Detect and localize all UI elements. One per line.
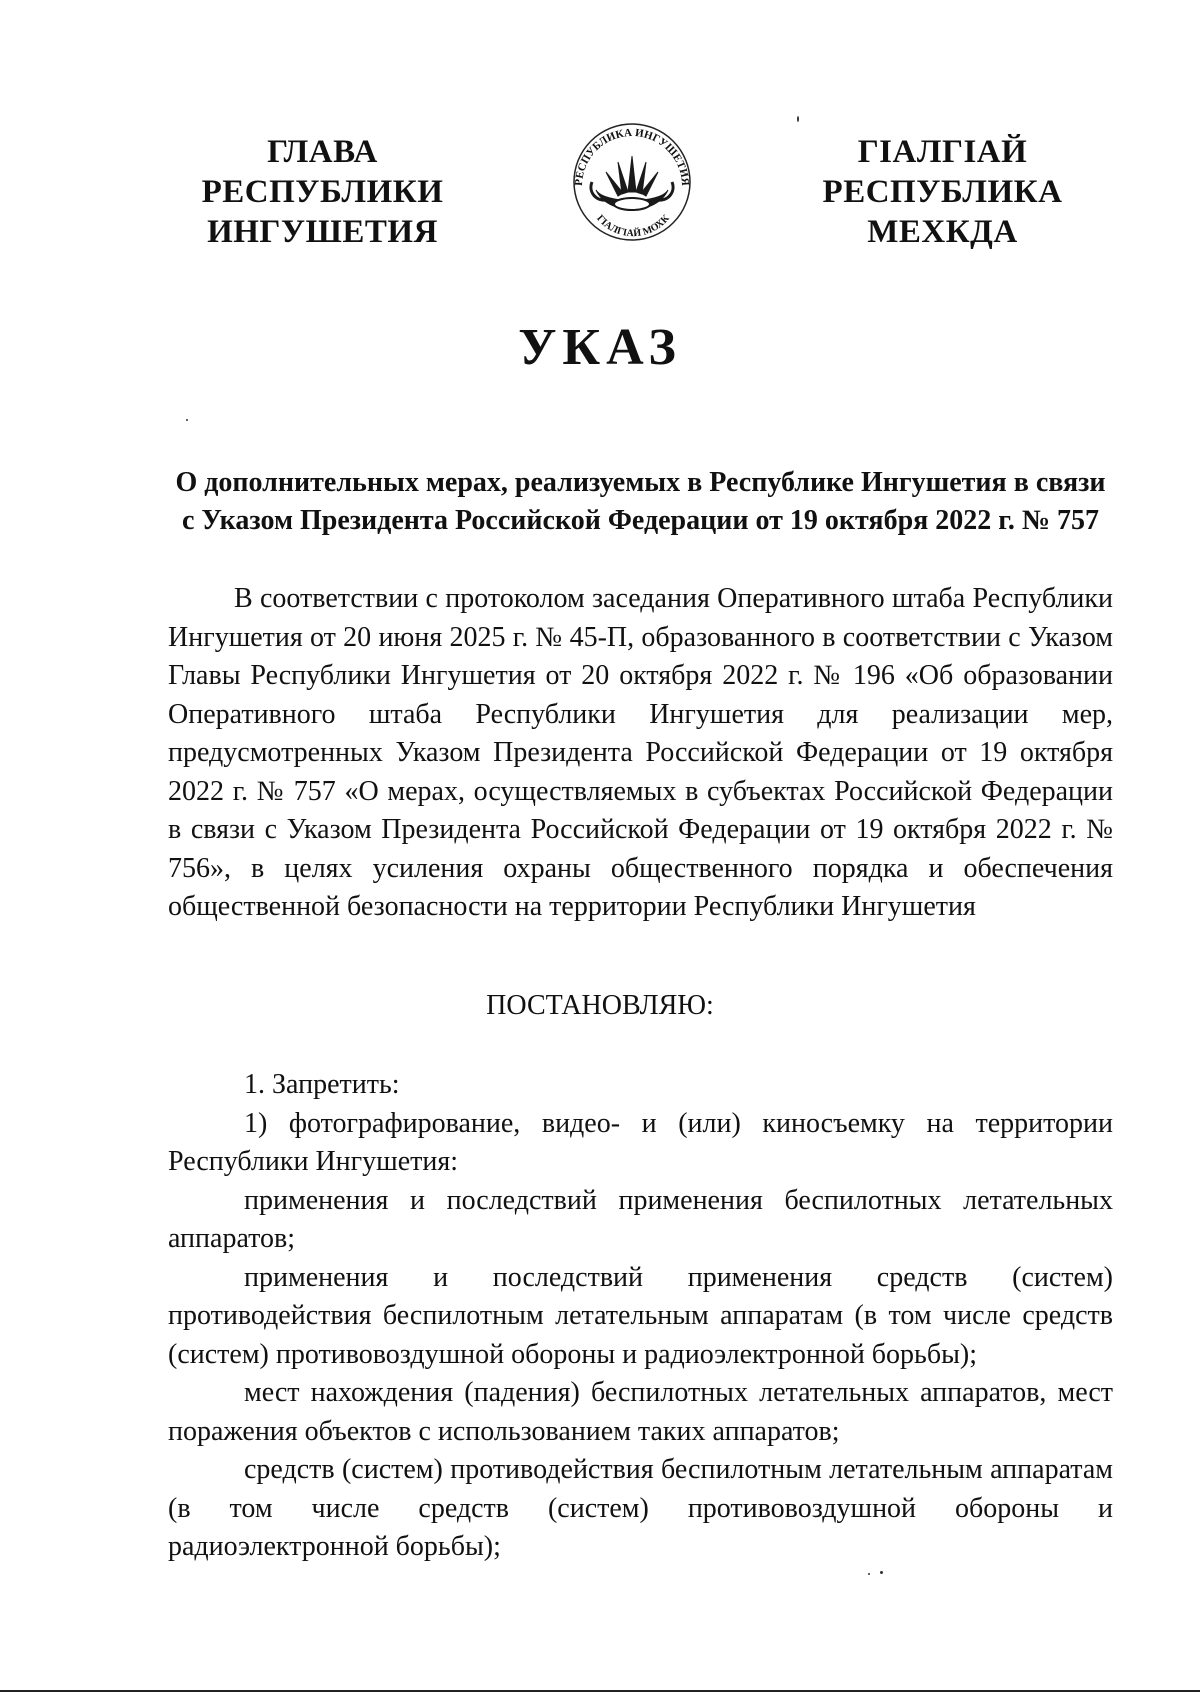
subject-line: с Указом Президента Российской Федерации от 19 октября 2022 г. № 757 <box>182 505 1099 536</box>
decree-subject <box>168 464 1113 540</box>
resolve-heading: ПОСТАНОВЛЯЮ: <box>486 990 714 1021</box>
subject-line: О дополнительных мерах, реализуемых в Республике Ингушетия в связи <box>175 467 1106 498</box>
emblem-bottom-text: ГIАЛГIАЙ МОХК <box>594 213 672 240</box>
ingushetia-emblem-icon <box>568 120 696 245</box>
issuer-ingush <box>810 132 1075 252</box>
issuer-ingush-line: ГIАЛГIАЙ <box>857 134 1028 170</box>
decree-item: средств (систем) противодействия беспилотным летательным аппаратам (в том числе средств (систем) противовоздушной обороны и радиоэлектронной борьбы); <box>168 1454 1113 1562</box>
issuer-ingush-line: МЕХКДА <box>867 214 1018 250</box>
decree-item: 1) фотографирование, видео- и (или) киносъемку на территории Республики Ингушетия: <box>168 1107 1113 1177</box>
preamble-paragraph: В соответствии с протоколом заседания Оперативного штаба Республики Ингушетия от 20 июня 2025 г. № 45-П, образованного в соответствии с Указом Главы Республики Ингушетия от 20 октября 2022 г. № 196 «Об образовании Оперативного штаба Республики Ингушетия для реализации мер, предусмотренных Указом Президента Российской Федерации от 19 октября 2022 г. № 757 «О мерах, осуществляемых в субъектах Российской Федерации в связи с Указом Президента Российской Федерации от 19 октября 2022 г. № 756», в целях усиления охраны общественного порядка и обеспечения общественной безопасности на территории Республики Ингушетия <box>168 583 1113 922</box>
issuer-russian-line: ИНГУШЕТИЯ <box>207 214 438 250</box>
decree-item: 1. Запретить: <box>244 1069 400 1100</box>
decree-item: мест нахождения (падения) беспилотных летательных аппаратов, мест поражения объектов с использованием таких аппаратов; <box>168 1377 1113 1447</box>
decree-items <box>168 1066 1113 1567</box>
decree-item: применения и последствий применения беспилотных летательных аппаратов; <box>168 1184 1113 1254</box>
scan-speck <box>186 419 188 421</box>
emblem-top-text: РЕСПУБЛИКА ИНГУШЕТИЯ <box>572 126 692 187</box>
scan-edge-line <box>0 1690 1200 1692</box>
document-type-title: УКАЗ <box>518 319 682 376</box>
issuer-russian-line: ГЛАВА <box>267 134 378 170</box>
decree-item: применения и последствий применения средств (систем) противодействия беспилотным летательным аппаратам (в том числе средств (систем) противовоздушной обороны и радиоэлектронной борьбы); <box>168 1261 1113 1370</box>
svg-text:ГIАЛГIАЙ МОХК <box>594 212 672 239</box>
issuer-russian <box>190 132 455 252</box>
issuer-ingush-line: РЕСПУБЛИКА <box>822 174 1063 210</box>
issuer-russian-line: РЕСПУБЛИКИ <box>201 174 444 210</box>
scan-speck <box>797 116 799 122</box>
scan-speck <box>880 1571 883 1574</box>
scan-speck <box>868 1573 870 1575</box>
